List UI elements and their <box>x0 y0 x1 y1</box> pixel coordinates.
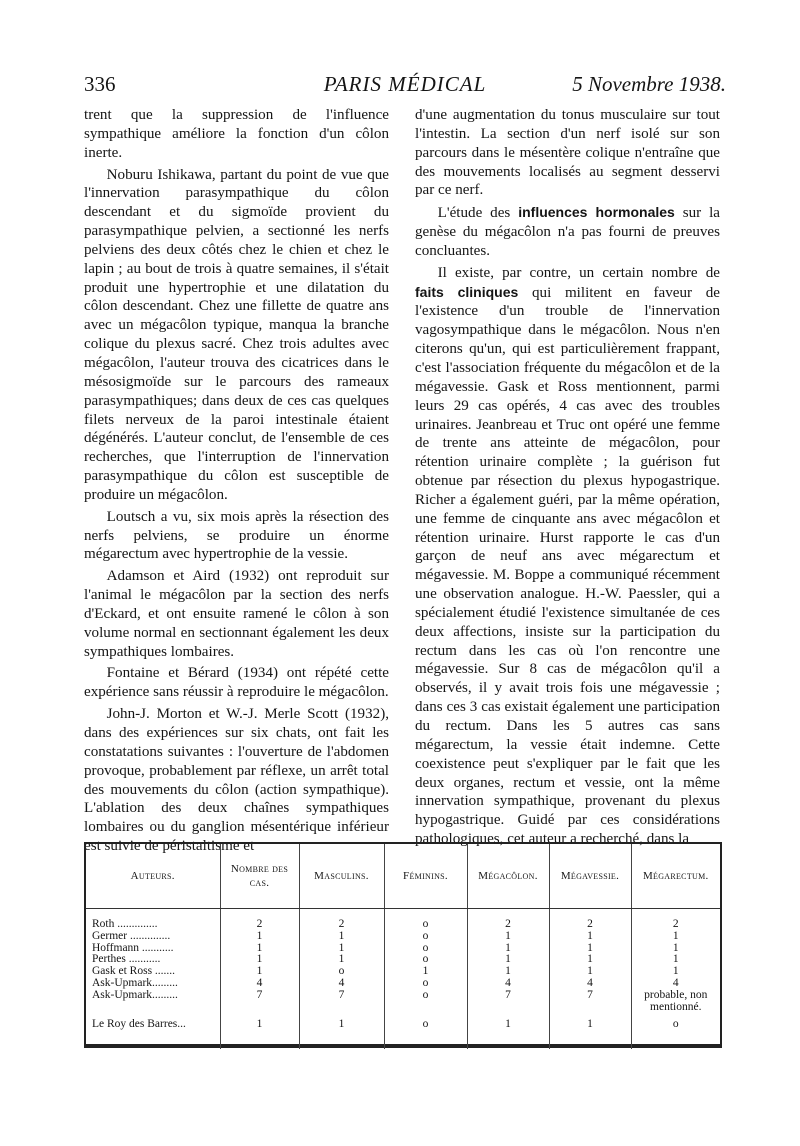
table-cell: 1 <box>299 931 384 943</box>
table-cell: Ask-Upmark......... <box>92 988 178 1001</box>
table-cell: 1 <box>384 966 467 978</box>
table-cell: 1 <box>220 954 299 966</box>
table-cell: 1 <box>631 954 720 966</box>
table-cell: Gask et Ross ....... <box>92 965 176 978</box>
table-cell: 7 <box>467 990 549 1014</box>
table-row <box>86 943 720 955</box>
paragraph: John-J. Morton et W.-J. Merle Scott (1932), dans des expériences sur six chats, ont fait les constatations suivantes : l'ouverture de l'abdomen provoque, probablement par réflexe, un arrêt total des mouvements du côlon (action sympathique). L'ablation des deux chaînes sympathiques lombaires ou du ganglion mésentérique inférieur est suivie de péristaltisme et <box>84 706 389 855</box>
table-cell: 1 <box>467 943 549 955</box>
paragraph: Noburu Ishikawa, partant du point de vue que l'innervation parasympathique du côlon descendant et du sigmoïde provient du parasympathique pelvien, a sectionné les nerfs pelviens des deux côtés chez le chien et chez le lapin ; au bout de trois à quatre semaines, il s'était produit une hypertrophie et une dilatation du côlon descendant. Chez une fillette de quatre ans avec un mégacôlon typique, manqua la branche colique du plexus sacré. Chez trois adultes avec mégacôlon, l'auteur trouva des cicatrices dans le mésosigmoïde sur le parcours des rameaux parasympathiques; dans deux de ces cas quelques filets nerveux de la paroi intestinale étaient dégénérés. L'auteur conclut, de l'ensemble de ces recherches, que l'interruption de l'innervation parasympathique du côlon est susceptible de produire un mégacôlon. <box>84 166 389 503</box>
table-cell: 2 <box>467 909 549 931</box>
table-cell: 2 <box>220 909 299 931</box>
table-cell: Perthes ........... <box>92 953 161 966</box>
column-header: Nombre des cas. <box>220 844 299 909</box>
table-cell: 1 <box>467 954 549 966</box>
column-header: Auteurs. <box>86 844 220 909</box>
text-run: Il existe, par contre, un certain nombre de <box>437 264 720 281</box>
table-cell: Roth .............. <box>92 918 158 930</box>
table-header-row <box>86 844 720 909</box>
table-cell: 2 <box>549 909 631 931</box>
paragraph: Adamson et Aird (1932) ont reproduit sur l'animal le mégacôlon par la section des nerfs d'Eckard, et ont ensuite ramené le côlon à son volume normal en sectionnant également les deux sympathiques lombaires. <box>84 568 389 660</box>
bold-term: influences hormonales <box>518 204 675 221</box>
table-body <box>86 909 720 1050</box>
journal-title: PARIS MÉDICAL <box>323 72 487 96</box>
table-row <box>86 954 720 966</box>
table-cell: 1 <box>631 931 720 943</box>
table-cell: 1 <box>631 966 720 978</box>
table-cell: 1 <box>549 943 631 955</box>
table-cell: o <box>384 1013 467 1049</box>
column-header: Mégacôlon. <box>467 844 549 909</box>
table-cell: o <box>631 1013 720 1049</box>
table-cell: 1 <box>549 931 631 943</box>
issue-date: 5 Novembre 1938. <box>572 72 726 96</box>
table-row <box>86 909 720 931</box>
table-cell: o <box>384 954 467 966</box>
column-header: Mégavessie. <box>549 844 631 909</box>
table-cell: o <box>384 943 467 955</box>
table-cell: 7 <box>220 990 299 1014</box>
table-cell: 1 <box>299 954 384 966</box>
table-cell: 1 <box>549 1013 631 1049</box>
cases-table <box>84 842 722 1048</box>
table-cell: o <box>384 990 467 1014</box>
running-header <box>84 72 726 102</box>
table-cell: 4 <box>549 978 631 990</box>
table-cell: 1 <box>220 1013 299 1049</box>
table-cell: Germer .............. <box>92 929 171 942</box>
left-column <box>84 106 389 856</box>
paragraph <box>415 264 720 849</box>
table-cell: 7 <box>549 990 631 1014</box>
bold-term: faits cliniques <box>415 283 519 300</box>
table-cell: 1 <box>467 931 549 943</box>
table-cell: o <box>384 931 467 943</box>
table-cell: 1 <box>220 931 299 943</box>
table-cell: Le Roy des Barres... <box>92 1018 186 1031</box>
right-column <box>415 106 720 849</box>
table-cell: Hoffmann ........... <box>92 941 174 954</box>
paragraph: Loutsch a vu, six mois après la résection des nerfs pelviens, se produire un énorme mégarectum avec hypertrophie de la vessie. <box>84 508 389 563</box>
table-cell: probable, non mentionné. <box>631 990 720 1014</box>
table-cell: 2 <box>299 909 384 931</box>
page-number: 336 <box>84 72 116 96</box>
table-row <box>86 1013 720 1049</box>
table-cell: 1 <box>467 1013 549 1049</box>
table-row <box>86 990 720 1014</box>
table-cell: Ask-Upmark......... <box>92 976 178 989</box>
column-header: Mégarectum. <box>631 844 720 909</box>
paragraph: Fontaine et Bérard (1934) ont répété cette expérience sans réussir à reproduire le mégacôlon. <box>84 665 389 701</box>
table-row <box>86 978 720 990</box>
table-cell: 1 <box>220 966 299 978</box>
paragraph: trent que la suppression de l'influence sympathique améliore la fonction d'un côlon inerte. <box>84 107 389 161</box>
table-cell: 1 <box>299 943 384 955</box>
table-cell: 1 <box>549 966 631 978</box>
table-row <box>86 966 720 978</box>
paragraph <box>415 203 720 261</box>
column-header: Féminins. <box>384 844 467 909</box>
table-cell: 7 <box>299 990 384 1014</box>
table-row <box>86 931 720 943</box>
table-cell: 1 <box>631 943 720 955</box>
table-cell: 1 <box>220 943 299 955</box>
table-cell: 1 <box>467 966 549 978</box>
table-cell: 2 <box>631 909 720 931</box>
table-cell: 4 <box>220 978 299 990</box>
table-cell: 4 <box>467 978 549 990</box>
table-cell: o <box>384 978 467 990</box>
table-cell: 4 <box>631 978 720 990</box>
table-cell: o <box>299 966 384 978</box>
paragraph: d'une augmentation du tonus musculaire sur tout l'intestin. La section d'un nerf isolé sur son parcours dans le mésentère colique n'entraîne que des mouvements localisés au segment desservi par ce nerf. <box>415 107 720 199</box>
table-cell: 1 <box>299 1013 384 1049</box>
text-run: qui militent en faveur de l'existence d'un trouble de l'innervation vagosympathique dans le mégacôlon. Nous n'en citerons qu'un, qui est particulièrement frappant, c'est l'association fréquente du mégacôlon et de la mégavessie. Gask et Ross mentionnent, parmi leurs 29 cas opérés, 4 cas avec des troubles urinaires. Jeanbreau et Truc ont opéré une femme de trente ans atteinte de mégacôlon, pour rétention urinaire complète ; la guérison fut obtenue par résection du plexus hypogastrique. Richer a également guéri, par la même opération, une femme de cinquante ans avec mégacôlon et rétention urinaire. Hurst rapporte le cas d'un garçon de neuf ans avec mégarectum et mégavessie. M. Boppe a communiqué récemment une observation analogue. H.-W. Paessler, qui a spécialement étudié l'existence simultanée de ces deux affections, insiste sur la participation du rectum dans les cas où l'on rencontre une mégavessie. Sur 8 cas de mégacôlon qu'il a observés, il y avait trois fois une mégavessie ; dans ces 3 cas existait également une participation du rectum. Dans les 5 autres cas sans mégarectum, la vessie était indemne. Cette coexistence peut s'expliquer par le fait que les deux organes, rectum et vessie, ont la même innervation sympathique, provenant du plexus hypogastrique. Guidé par ces considérations pathologiques, cet auteur a recherché, dans la <box>415 284 720 848</box>
column-header: Masculins. <box>299 844 384 909</box>
table-cell: o <box>384 909 467 931</box>
table-cell: 1 <box>549 954 631 966</box>
text-run: sur la genèse du mégacôlon n'a pas fourni de preuves concluantes. <box>415 205 721 259</box>
text-run: L'étude des <box>437 205 519 222</box>
table-cell: 4 <box>299 978 384 990</box>
